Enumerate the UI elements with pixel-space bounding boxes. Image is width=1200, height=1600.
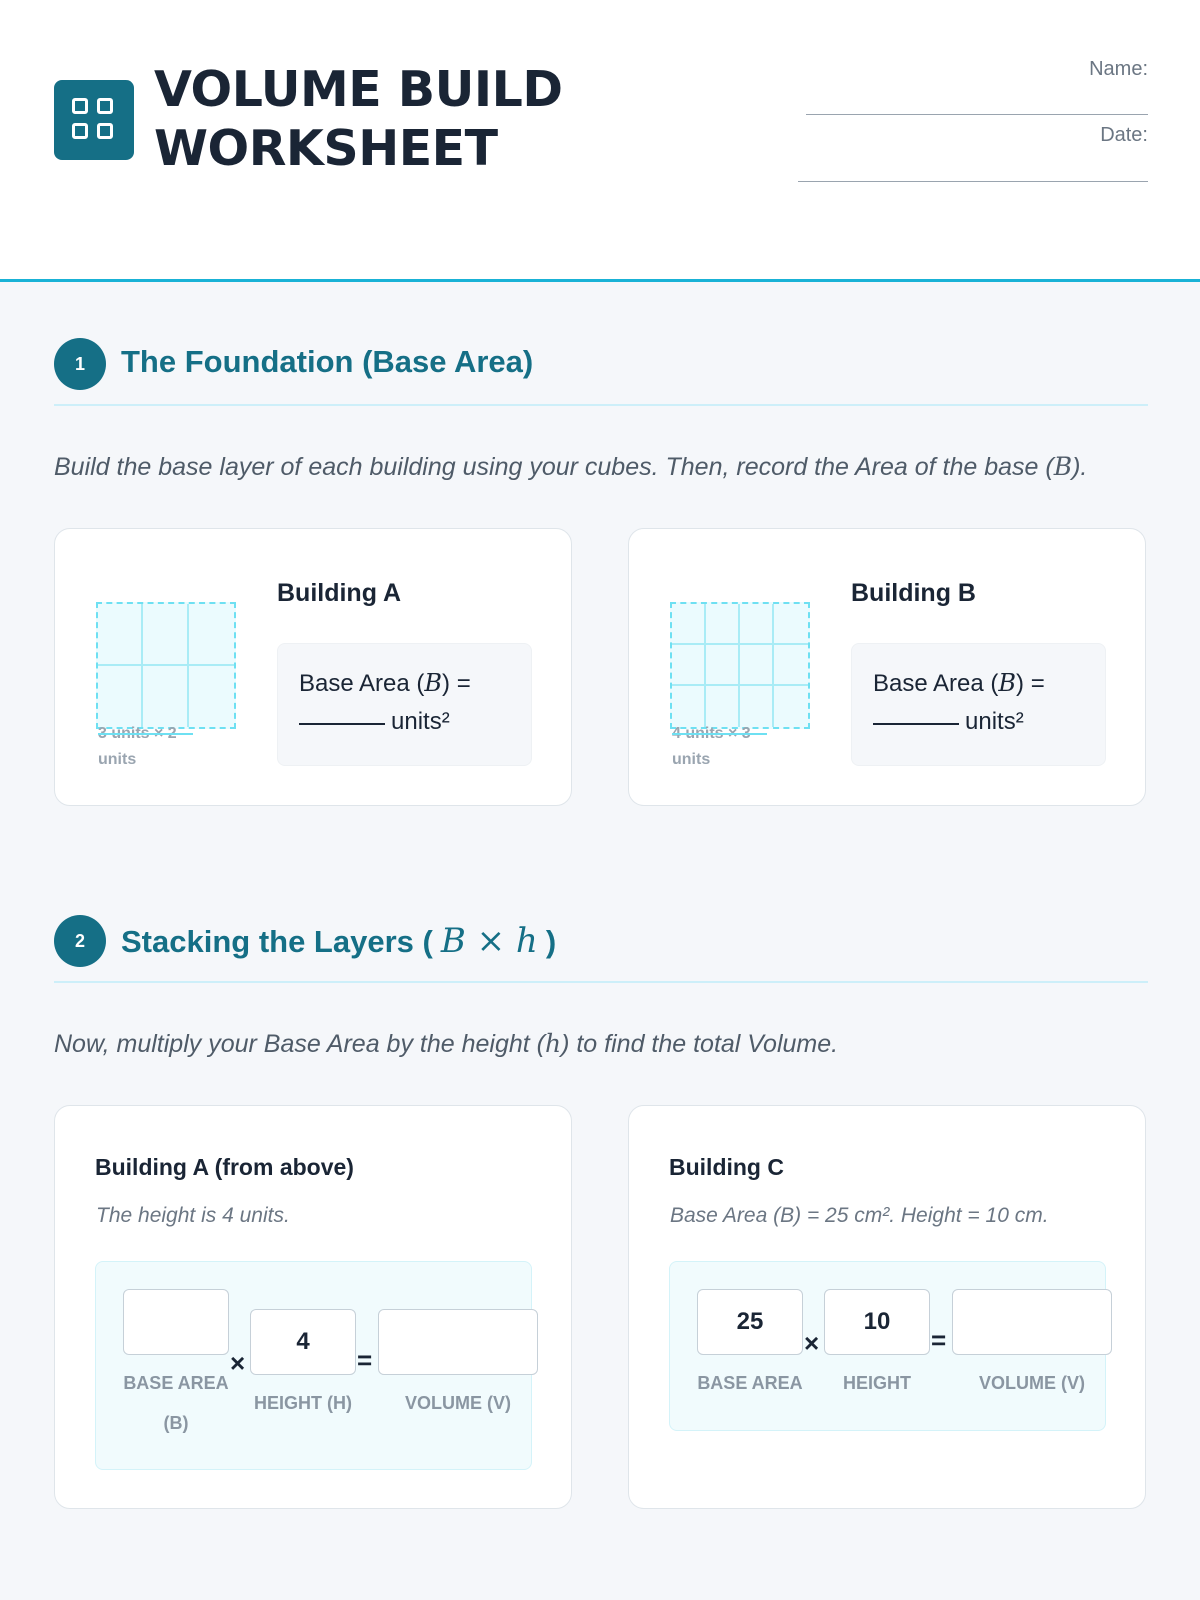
section-2-instructions: Now, multiply your Base Area by the height (h) to find the total Volume. [54, 1029, 839, 1058]
section-2-header [54, 915, 1148, 983]
height-caption: HEIGHT (H) [254, 1393, 352, 1413]
building-b-base-card [628, 528, 1146, 806]
section-number: 1 [54, 338, 106, 390]
volume-formula: B × h [440, 921, 538, 961]
equals-sign: = [357, 1345, 373, 1375]
section-title: Stacking the Layers ( B × h ) [121, 921, 557, 961]
name-label: Name: [1089, 58, 1148, 80]
base-area-caption-symbol: (B) [163, 1413, 189, 1433]
base-area-caption: BASE AREA [697, 1373, 803, 1393]
worksheet-header [0, 0, 1200, 282]
section-title: The Foundation (Base Area) [121, 344, 534, 379]
section-number: 2 [54, 915, 106, 967]
height-caption: HEIGHT [842, 1373, 911, 1393]
base-area-box [851, 643, 1106, 766]
volume-caption: VOLUME (V) [979, 1373, 1085, 1393]
date-label: Date: [1100, 124, 1148, 146]
title-line-2: WORKSHEET [154, 120, 498, 177]
title-line-1: VOLUME BUILD [154, 61, 563, 118]
base-area-label: Base Area (B) = [873, 669, 1045, 697]
base-area-answer: units² [299, 708, 450, 736]
equals-sign: = [931, 1325, 947, 1355]
section-1-instructions: Build the base layer of each building using your cubes. Then, record the Area of the base (B). [54, 452, 1088, 481]
grid-icon [54, 80, 134, 160]
volume-input[interactable] [952, 1289, 1112, 1355]
card-subtitle: Base Area (B) = 25 cm². Height = 10 cm. [670, 1204, 1049, 1227]
name-field[interactable] [806, 114, 1148, 115]
answer-blank[interactable] [299, 723, 385, 725]
grid-dimensions-label: 4 units × 3 units [672, 725, 751, 768]
section-1-header [54, 338, 1148, 406]
card-title: Building A (from above) [95, 1154, 354, 1180]
base-area-answer: units² [873, 708, 1024, 736]
building-b-grid [670, 602, 810, 729]
worksheet-title [154, 60, 714, 178]
date-field[interactable] [798, 181, 1148, 182]
building-a-volume-card [54, 1105, 572, 1509]
base-area-label: Base Area (B) = [299, 669, 471, 697]
building-a-grid [96, 602, 236, 729]
building-c-volume-card [628, 1105, 1146, 1509]
card-title: Building C [669, 1154, 784, 1180]
height-input[interactable]: 10 [824, 1289, 930, 1355]
volume-caption: VOLUME (V) [405, 1393, 511, 1413]
volume-calculation [669, 1261, 1106, 1431]
height-input[interactable]: 4 [250, 1309, 356, 1375]
volume-input[interactable] [378, 1309, 538, 1375]
card-subtitle: The height is 4 units. [96, 1204, 290, 1227]
grid-dimensions-label: 3 units × 2 units [98, 725, 177, 768]
building-name: Building A [277, 579, 402, 607]
base-area-box [277, 643, 532, 766]
multiply-sign: × [804, 1328, 820, 1358]
base-area-input[interactable]: 25 [697, 1289, 803, 1355]
base-area-caption: BASE AREA [123, 1373, 229, 1393]
answer-blank[interactable] [873, 723, 959, 725]
multiply-sign: × [230, 1348, 246, 1378]
building-a-base-card [54, 528, 572, 806]
volume-calculation [95, 1261, 532, 1470]
base-area-input[interactable] [123, 1289, 229, 1355]
building-name: Building B [851, 579, 976, 607]
